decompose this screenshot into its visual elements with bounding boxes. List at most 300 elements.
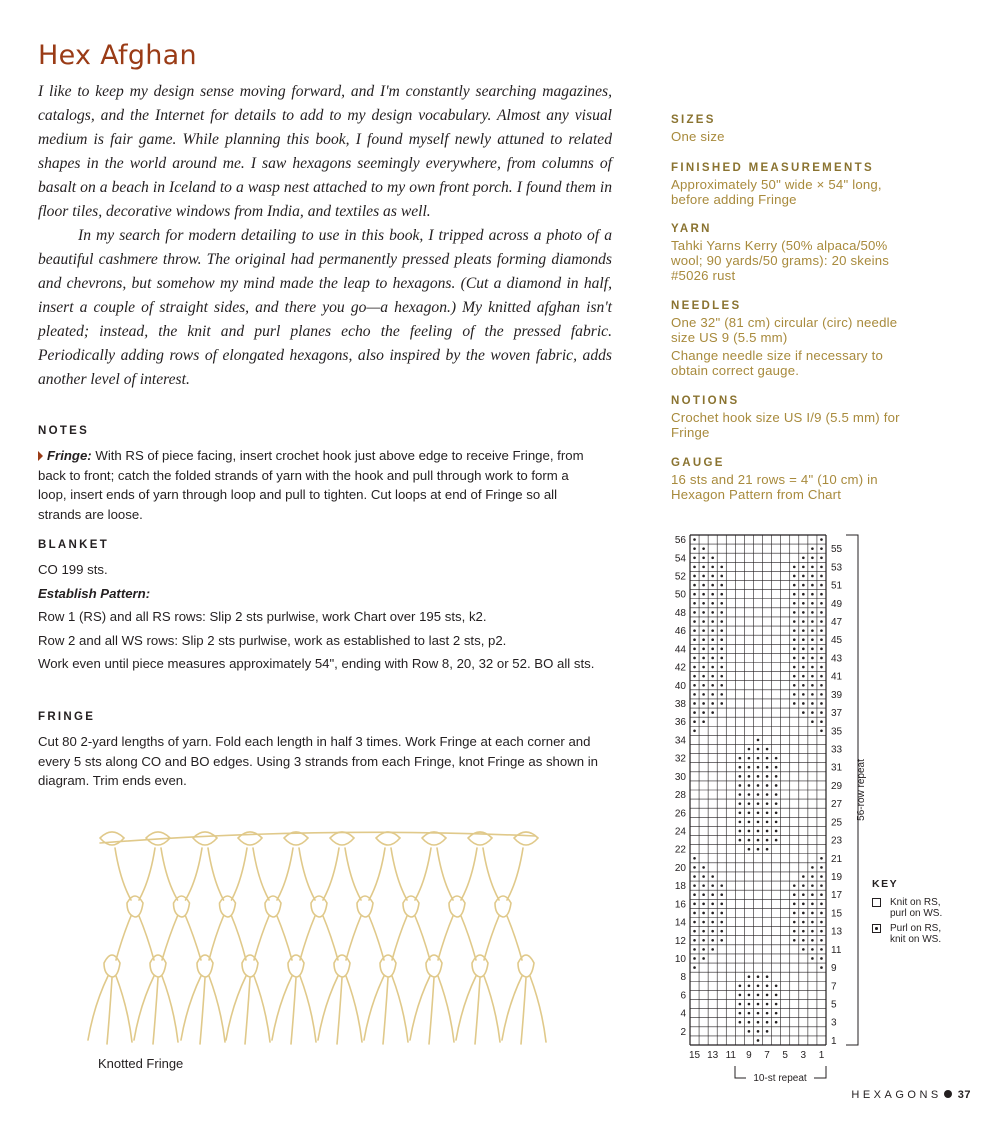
- column-label: 11: [725, 1050, 736, 1061]
- column-label: 15: [688, 1050, 701, 1061]
- purl-dot: [802, 629, 805, 632]
- purl-dot: [711, 684, 714, 687]
- purl-dot: [757, 985, 760, 988]
- purl-dot: [793, 648, 796, 651]
- purl-dot: [711, 648, 714, 651]
- row-label-odd: 41: [831, 671, 843, 683]
- row-label-even: 16: [674, 899, 686, 911]
- row-label-even: 20: [674, 862, 686, 874]
- purl-dot: [720, 666, 723, 669]
- purl-dot: [820, 648, 823, 651]
- purl-dot: [711, 575, 714, 578]
- purl-dot: [748, 839, 751, 842]
- purl-dot: [775, 830, 778, 833]
- purl-dot: [702, 711, 705, 714]
- purl-dot: [748, 1030, 751, 1033]
- purl-dot: [693, 893, 696, 896]
- column-label: 3: [800, 1050, 807, 1061]
- purl-dot: [702, 584, 705, 587]
- column-label: 5: [782, 1050, 788, 1061]
- yarn-heading: YARN: [671, 223, 712, 235]
- purl-dot: [757, 748, 760, 751]
- blanket-heading: BLANKET: [38, 539, 110, 551]
- purl-dot: [748, 802, 751, 805]
- purl-dot: [702, 866, 705, 869]
- purl-dot: [820, 948, 823, 951]
- purl-dot: [811, 921, 814, 924]
- purl-dot: [748, 757, 751, 760]
- purl-dot: [766, 975, 769, 978]
- purl-dot: [820, 684, 823, 687]
- row-label-odd: 1: [831, 1035, 837, 1047]
- purl-dot: [757, 975, 760, 978]
- purl-dot: [793, 912, 796, 915]
- purl-dot: [711, 948, 714, 951]
- purl-dot: [702, 948, 705, 951]
- row-label-even: 44: [674, 644, 686, 656]
- page-number: 37: [957, 1089, 971, 1101]
- purl-dot: [711, 584, 714, 587]
- purl-dot: [693, 711, 696, 714]
- purl-dot: [711, 620, 714, 623]
- row-label-odd: 35: [831, 726, 843, 738]
- purl-dot: [793, 921, 796, 924]
- purl-dot: [802, 566, 805, 569]
- purl-dot: [811, 948, 814, 951]
- purl-dot: [711, 602, 714, 605]
- page-title: Hex Afghan: [38, 40, 197, 71]
- purl-dot: [793, 693, 796, 696]
- purl-dot: [748, 848, 751, 851]
- purl-dot: [693, 912, 696, 915]
- intro-paragraph-1: I like to keep my design sense moving forward, and I'm constantly searching magazines, catalogs, and the Internet for details to add to my design vocabulary. Almost any visual medium is fair game. While planning this book, I found myself newly attuned to related shapes in the world around me. I saw hexagons seemingly everywhere, from columns of basalt on a beach in Iceland to a wasp nest attached to my own front porch. I found them in floor tiles, decorative windows from India, and textiles as well.: [38, 83, 612, 220]
- blanket-co: CO 199 sts.: [38, 562, 108, 577]
- purl-dot: [711, 702, 714, 705]
- purl-dot: [802, 620, 805, 623]
- purl-dot: [711, 611, 714, 614]
- purl-dot: [766, 985, 769, 988]
- purl-dot: [811, 611, 814, 614]
- row-label-even: 12: [674, 935, 686, 947]
- purl-dot: [693, 884, 696, 887]
- purl-dot: [720, 921, 723, 924]
- purl-dot: [711, 939, 714, 942]
- purl-dot: [702, 957, 705, 960]
- row-label-odd: 15: [831, 908, 843, 920]
- purl-dot: [748, 748, 751, 751]
- row-label-even: 42: [674, 662, 686, 674]
- yarn-text: Tahki Yarns Kerry (50% alpaca/50% wool; 90 yards/50 grams): 20 skeins #5026 rust: [671, 238, 890, 283]
- purl-dot: [757, 1021, 760, 1024]
- purl-dot: [820, 593, 823, 596]
- purl-dot: [793, 684, 796, 687]
- purl-dot: [811, 575, 814, 578]
- row-label-odd: 5: [831, 999, 837, 1011]
- purl-dot: [811, 638, 814, 641]
- purl-dot: [693, 584, 696, 587]
- purl-dot: [693, 675, 696, 678]
- purl-dot: [702, 547, 705, 550]
- purl-dot: [693, 684, 696, 687]
- row-label-odd: 11: [831, 944, 842, 956]
- column-label: 9: [746, 1050, 752, 1061]
- purl-dot: [793, 657, 796, 660]
- purl-dot: [802, 939, 805, 942]
- purl-dot: [802, 575, 805, 578]
- purl-dot: [766, 802, 769, 805]
- row-label-even: 50: [674, 589, 686, 601]
- purl-dot: [766, 848, 769, 851]
- row-label-even: 8: [680, 972, 686, 984]
- purl-dot: [739, 839, 742, 842]
- purl-dot: [766, 793, 769, 796]
- purl-dot: [820, 903, 823, 906]
- purl-dot: [820, 547, 823, 550]
- row-label-even: 36: [674, 717, 686, 729]
- purl-dot: [766, 830, 769, 833]
- purl-dot: [702, 566, 705, 569]
- purl-dot: [820, 638, 823, 641]
- purl-dot: [702, 629, 705, 632]
- purl-dot: [720, 930, 723, 933]
- row-label-odd: 33: [831, 744, 843, 756]
- purl-dot: [702, 939, 705, 942]
- purl-dot: [693, 702, 696, 705]
- purl-dot: [775, 821, 778, 824]
- purl-dot: [820, 957, 823, 960]
- row-label-odd: 37: [831, 708, 843, 720]
- purl-dot: [802, 648, 805, 651]
- purl-dot: [757, 739, 760, 742]
- purl-dot: [811, 702, 814, 705]
- establish-pattern: Establish Pattern:: [38, 585, 151, 601]
- purl-dot: [748, 994, 751, 997]
- purl-dot: [811, 547, 814, 550]
- purl-dot: [820, 939, 823, 942]
- purl-dot: [693, 875, 696, 878]
- gauge-heading: GAUGE: [671, 457, 725, 469]
- purl-dot: [802, 593, 805, 596]
- purl-dot: [693, 966, 696, 969]
- page-footer: [851, 1089, 971, 1101]
- row-label-even: 14: [674, 917, 686, 929]
- purl-dot: [820, 620, 823, 623]
- purl-dot: [702, 720, 705, 723]
- purl-dot: [720, 702, 723, 705]
- row-label-odd: 55: [831, 544, 843, 556]
- purl-dot: [820, 657, 823, 660]
- purl-dot: [711, 657, 714, 660]
- purl-dot: [820, 866, 823, 869]
- purl-dot: [820, 893, 823, 896]
- purl-dot: [693, 857, 696, 860]
- purl-dot: [693, 620, 696, 623]
- purl-dot: [720, 657, 723, 660]
- purl-dot: [757, 830, 760, 833]
- notions-heading: NOTIONS: [671, 395, 740, 407]
- purl-dot: [811, 684, 814, 687]
- purl-dot: [711, 875, 714, 878]
- row-label-odd: 23: [831, 835, 843, 847]
- purl-dot: [711, 893, 714, 896]
- purl-dot: [711, 693, 714, 696]
- purl-dot: [702, 593, 705, 596]
- purl-dot: [693, 921, 696, 924]
- purl-dot: [766, 821, 769, 824]
- purl-dot: [775, 793, 778, 796]
- purl-dot: [820, 611, 823, 614]
- purl-dot: [748, 811, 751, 814]
- purl-dot: [793, 666, 796, 669]
- purl-dot: [739, 1021, 742, 1024]
- blanket-row1: Row 1 (RS) and all RS rows: Slip 2 sts purlwise, work Chart over 195 sts, k2.: [38, 609, 487, 624]
- row-label-even: 24: [674, 826, 686, 838]
- purl-dot: [757, 766, 760, 769]
- purl-dot: [693, 547, 696, 550]
- purl-dot: [775, 1012, 778, 1015]
- purl-dot: [820, 538, 823, 541]
- purl-dot: [820, 584, 823, 587]
- sizes-heading: SIZES: [671, 114, 716, 126]
- purl-dot: [820, 884, 823, 887]
- row-label-odd: 13: [831, 926, 843, 938]
- row-label-odd: 17: [831, 890, 843, 902]
- measurements-text: Approximately 50" wide × 54" long, before adding Fringe: [671, 177, 882, 207]
- purl-dot: [802, 556, 805, 559]
- row-label-even: 46: [674, 626, 686, 638]
- purl-dot: [702, 903, 705, 906]
- row-label-odd: 9: [831, 963, 837, 975]
- purl-dot: [775, 784, 778, 787]
- knit-symbol-icon: [872, 898, 881, 907]
- purl-dot: [720, 939, 723, 942]
- purl-dot: [802, 638, 805, 641]
- purl-dot: [693, 648, 696, 651]
- purl-dot: [739, 793, 742, 796]
- purl-dot: [820, 930, 823, 933]
- purl-dot: [811, 875, 814, 878]
- purl-dot: [802, 903, 805, 906]
- purl-dot: [702, 638, 705, 641]
- purl-dot: [766, 839, 769, 842]
- purl-dot: [720, 893, 723, 896]
- purl-dot: [802, 675, 805, 678]
- fringe-heading: FRINGE: [38, 711, 96, 723]
- notions-text: Crochet hook size US I/9 (5.5 mm) for Fringe: [671, 410, 900, 440]
- row-label-even: 30: [674, 771, 686, 783]
- purl-dot: [720, 602, 723, 605]
- purl-dot: [757, 839, 760, 842]
- purl-dot: [748, 1003, 751, 1006]
- purl-dot: [775, 766, 778, 769]
- purl-dot: [702, 675, 705, 678]
- purl-dot: [820, 693, 823, 696]
- purl-dot: [693, 666, 696, 669]
- column-label: 1: [818, 1050, 825, 1061]
- purl-dot: [820, 556, 823, 559]
- purl-dot: [802, 611, 805, 614]
- row-label-even: 38: [674, 698, 686, 710]
- purl-dot: [811, 675, 814, 678]
- key-purl-line2: knit on WS.: [890, 934, 942, 945]
- purl-dot: [793, 930, 796, 933]
- purl-dot: [693, 556, 696, 559]
- notes-heading: NOTES: [38, 425, 90, 437]
- blanket-work: Work even until piece measures approximately 54", ending with Row 8, 20, 32 or 52. BO all sts.: [38, 656, 595, 671]
- purl-dot: [748, 985, 751, 988]
- purl-dot: [766, 757, 769, 760]
- purl-dot: [820, 921, 823, 924]
- purl-dot: [811, 657, 814, 660]
- purl-dot: [793, 893, 796, 896]
- row-label-odd: 19: [831, 872, 843, 884]
- purl-dot: [802, 884, 805, 887]
- purl-dot: [802, 702, 805, 705]
- purl-dot: [702, 702, 705, 705]
- purl-dot: [739, 985, 742, 988]
- purl-dot: [693, 930, 696, 933]
- purl-dot: [748, 784, 751, 787]
- purl-dot: [720, 629, 723, 632]
- purl-dot: [766, 1021, 769, 1024]
- measurements-heading: FINISHED MEASUREMENTS: [671, 162, 874, 174]
- purl-dot: [748, 1012, 751, 1015]
- purl-dot: [693, 957, 696, 960]
- purl-dot: [720, 648, 723, 651]
- purl-dot: [693, 575, 696, 578]
- fringe-term: Fringe:: [47, 448, 92, 463]
- purl-dot: [820, 629, 823, 632]
- purl-dot: [793, 884, 796, 887]
- purl-dot: [793, 903, 796, 906]
- purl-dot: [802, 711, 805, 714]
- purl-dot: [802, 921, 805, 924]
- purl-dot: [757, 1039, 760, 1042]
- purl-dot: [793, 566, 796, 569]
- notes-text: With RS of piece facing, insert crochet hook just above edge to receive Fringe, from back to front; catch the folded strands of yarn with the hook and pull through work to form a loop, insert ends of yarn through loop and pull to tighten. Cut loops at end of Fringe so all strands are loose.: [38, 448, 584, 522]
- row-label-odd: 47: [831, 617, 843, 629]
- purl-dot: [693, 611, 696, 614]
- purl-dot: [720, 693, 723, 696]
- purl-dot: [720, 611, 723, 614]
- purl-dot: [693, 657, 696, 660]
- purl-dot: [693, 566, 696, 569]
- purl-dot: [739, 811, 742, 814]
- purl-dot: [757, 821, 760, 824]
- purl-dot: [775, 802, 778, 805]
- purl-dot: [802, 666, 805, 669]
- purl-dot: [802, 912, 805, 915]
- purl-dot: [775, 839, 778, 842]
- purl-dot: [739, 1003, 742, 1006]
- purl-dot: [757, 1030, 760, 1033]
- purl-dot: [739, 784, 742, 787]
- purl-dot: [811, 866, 814, 869]
- purl-dot: [757, 775, 760, 778]
- row-label-even: 54: [674, 553, 686, 565]
- purl-dot: [711, 921, 714, 924]
- purl-dot: [748, 830, 751, 833]
- purl-dot: [811, 648, 814, 651]
- purl-dot: [702, 930, 705, 933]
- purl-dot: [811, 711, 814, 714]
- purl-dot: [720, 903, 723, 906]
- purl-dot: [693, 593, 696, 596]
- gauge-text: 16 sts and 21 rows = 4" (10 cm) in Hexagon Pattern from Chart: [671, 472, 878, 502]
- row-label-odd: 31: [831, 762, 843, 774]
- purl-dot: [820, 711, 823, 714]
- purl-dot: [720, 620, 723, 623]
- purl-dot: [757, 784, 760, 787]
- purl-dot: [802, 948, 805, 951]
- purl-dot: [811, 912, 814, 915]
- purl-dot: [802, 875, 805, 878]
- purl-dot: [711, 912, 714, 915]
- purl-dot: [811, 693, 814, 696]
- purl-dot: [702, 648, 705, 651]
- purl-dot: [693, 629, 696, 632]
- column-label: 7: [764, 1050, 770, 1061]
- row-label-even: 56: [674, 535, 686, 547]
- purl-dot: [766, 811, 769, 814]
- row-label-even: 34: [674, 735, 686, 747]
- purl-dot: [793, 602, 796, 605]
- purl-dot: [720, 575, 723, 578]
- purl-dot: [766, 994, 769, 997]
- row-label-odd: 3: [831, 1017, 837, 1029]
- purl-dot: [793, 629, 796, 632]
- fringe-text: Cut 80 2-yard lengths of yarn. Fold each length in half 3 times. Work Fringe at each corner and every 5 sts along CO and BO edges. Using 3 strands from each Fringe, knot Fringe as shown in diagram. Trim ends even.: [38, 734, 599, 788]
- row-label-odd: 45: [831, 635, 843, 647]
- bullet-dot-icon: [944, 1090, 952, 1098]
- section-name: HEXAGONS: [851, 1089, 942, 1101]
- purl-dot: [702, 666, 705, 669]
- purl-dot: [720, 566, 723, 569]
- purl-dot: [802, 930, 805, 933]
- purl-dot: [739, 757, 742, 760]
- purl-dot: [702, 575, 705, 578]
- purl-dot: [720, 638, 723, 641]
- purl-dot: [711, 675, 714, 678]
- purl-dot: [748, 975, 751, 978]
- row-repeat-label: 56-row repeat: [856, 759, 867, 821]
- purl-dot: [775, 1021, 778, 1024]
- row-label-even: 40: [674, 680, 686, 692]
- purl-dot: [702, 657, 705, 660]
- purl-dot: [820, 675, 823, 678]
- purl-dot: [702, 884, 705, 887]
- purl-dot: [693, 638, 696, 641]
- row-label-even: 18: [674, 881, 686, 893]
- row-label-odd: 53: [831, 562, 843, 574]
- row-label-odd: 29: [831, 780, 843, 792]
- purl-dot: [693, 730, 696, 733]
- purl-dot: [793, 611, 796, 614]
- row-label-even: 22: [674, 844, 686, 856]
- row-label-odd: 27: [831, 799, 843, 811]
- row-label-even: 6: [680, 990, 686, 1002]
- purl-dot: [739, 821, 742, 824]
- purl-dot: [702, 912, 705, 915]
- purl-dot: [811, 903, 814, 906]
- purl-dot: [702, 620, 705, 623]
- purl-dot: [793, 575, 796, 578]
- purl-dot: [775, 994, 778, 997]
- row-label-odd: 39: [831, 689, 843, 701]
- blanket-row2: Row 2 and all WS rows: Slip 2 sts purlwise, work as established to last 2 sts, p2.: [38, 632, 507, 648]
- purl-dot: [720, 593, 723, 596]
- purl-dot: [820, 966, 823, 969]
